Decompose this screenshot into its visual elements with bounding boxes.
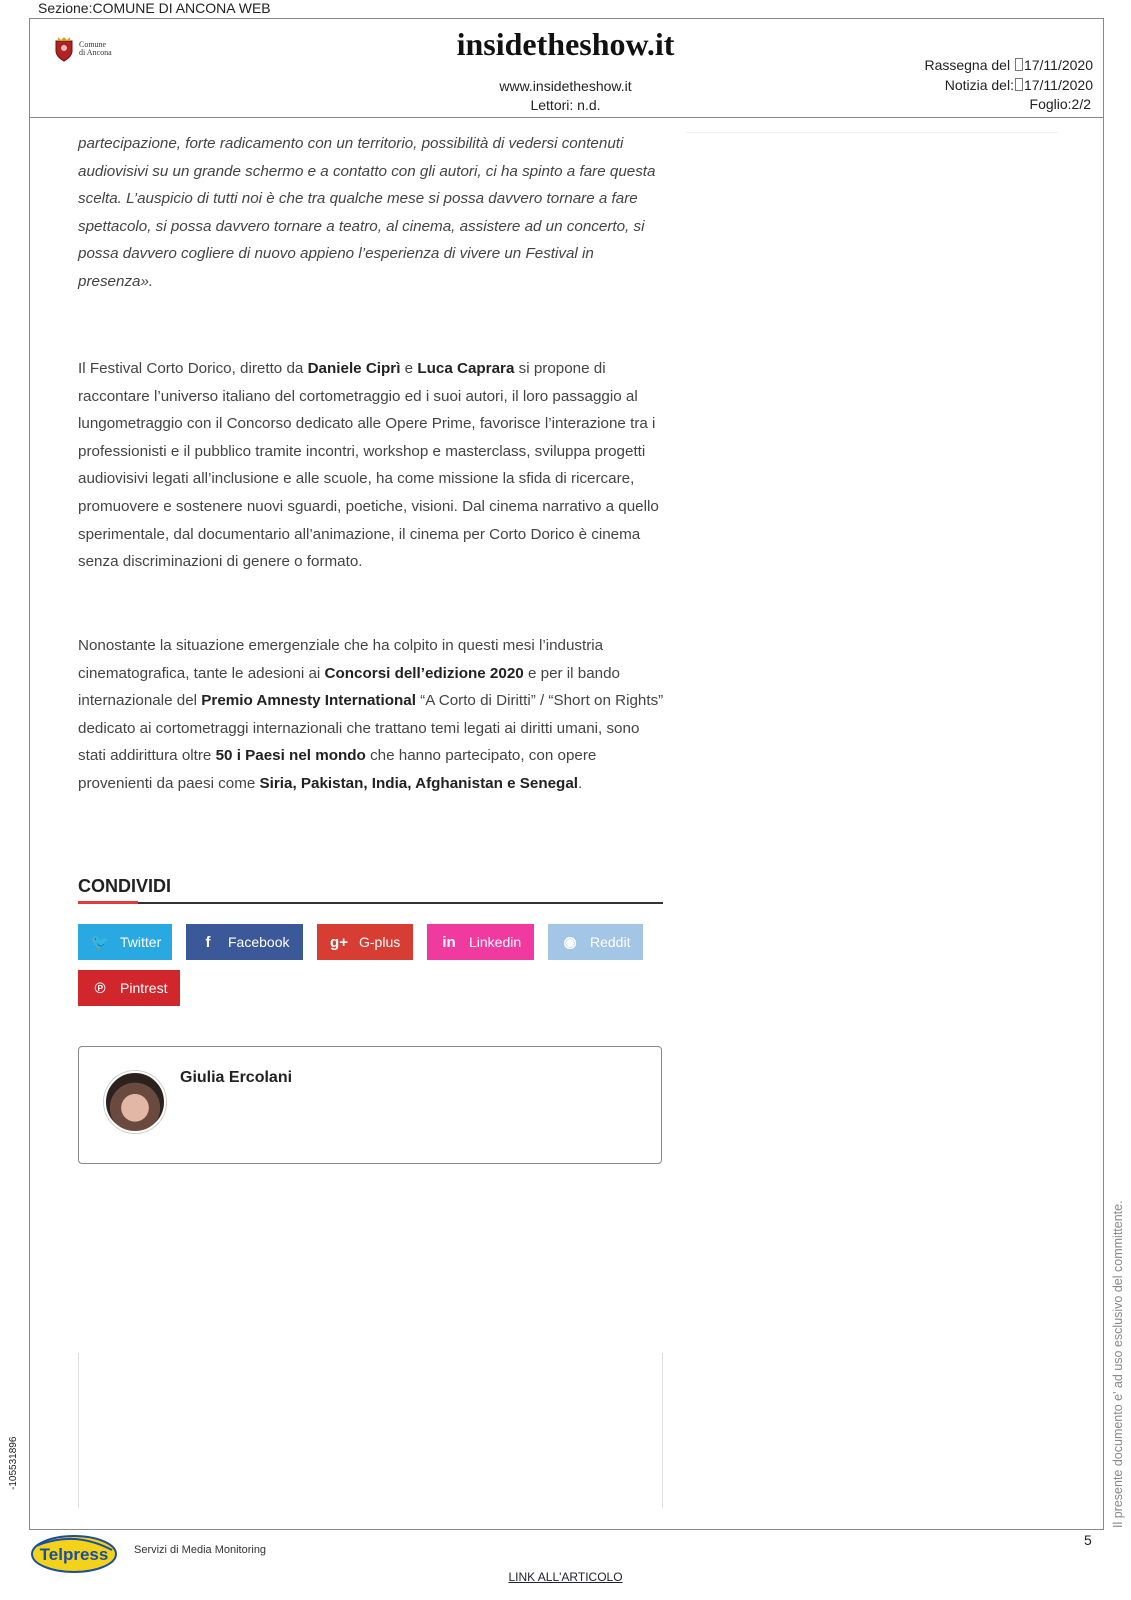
share-divider bbox=[78, 902, 663, 904]
readers-count: Lettori: n.d. bbox=[530, 97, 601, 113]
share-linkedin-button[interactable]: in Linkedin bbox=[427, 924, 534, 960]
rassegna-label: Rassegna del bbox=[924, 57, 1011, 73]
monitoring-label: Servizi di Media Monitoring bbox=[134, 1544, 267, 1556]
masthead-title: insidetheshow.it bbox=[456, 26, 675, 62]
notizia-date-row bbox=[945, 77, 1093, 93]
ad-area-left-edge bbox=[78, 1353, 79, 1508]
sidebar-divider bbox=[686, 132, 1058, 133]
share-title: CONDIVIDI bbox=[78, 876, 172, 896]
article-quote: partecipazione, forte radicamento con un territorio, possibilità di vedersi contenuti audiovisivi su un grande schermo e a contatto con gli autori, ci ha spinto a fare questa scelta. L’auspicio di tutti noi è che tra qualche mese si possa davvero tornare a fare spettacolo, si possa davvero tornare a teatro, al cinema, assistere ad un concerto, si possa davvero cogliere di nuovo appieno l’esperienza di vivere un Festival in presenza». bbox=[78, 135, 656, 290]
notizia-date: 17/11/2020 bbox=[1023, 77, 1093, 93]
share-twitter-button[interactable]: 🐦 Twitter bbox=[78, 924, 172, 960]
twitter-icon: 🐦 bbox=[90, 934, 110, 951]
logo-line2: di Ancona bbox=[79, 48, 112, 57]
article-paragraph-1: Il Festival Corto Dorico, diretto da Daniele Ciprì e Luca Caprara si propone di raccontare l’universo italiano del cortometraggio ed i suoi autori, il loro passaggio al lungometraggio con il Concorso dedicato alle Opere Prime, favorisce l’interazione tra i professionisti e il pubblico tramite incontri, workshop e masterclass, sviluppa progetti audiovisivi legati all’inclusione e alle scuole, ha come missione la sfida di ricercare, promuovere e sostenere nuovi sguardi, poetiche, visioni. Dal cinema narrativo a quello sperimentale, dal documentario all’animazione, il cinema per Corto Dorico è cinema senza discriminazioni di genere o formato. bbox=[78, 360, 659, 571]
foglio: Foglio:2/2 bbox=[1029, 96, 1091, 112]
logo-line1: Comune bbox=[79, 40, 107, 49]
share-divider-accent bbox=[78, 901, 138, 904]
rassegna-date-row bbox=[924, 57, 1093, 73]
placeholder-box-icon bbox=[1015, 78, 1023, 91]
share-pinterest-button[interactable]: ℗ Pintrest bbox=[78, 970, 180, 1006]
ad-area-right-edge bbox=[662, 1353, 663, 1508]
page-number: 5 bbox=[1084, 1532, 1092, 1548]
article-paragraph-2: Nonostante la situazione emergenziale che ha colpito in questi mesi l’industria cinematografica, tante le adesioni ai Concorsi dell’edizione 2020 e per il bando internazionale del Premio Amnesty International “A Corto di Diritti” / “Short on Rights” dedicato ai cortometraggi internazionali che trattano temi legati ai diritti umani, sono stati addirittura oltre 50 i Paesi nel mondo che hanno partecipato, con opere provenienti da paesi come Siria, Pakistan, India, Afghanistan e Senegal. bbox=[78, 637, 664, 792]
site-url: www.insidetheshow.it bbox=[499, 78, 632, 94]
author-avatar bbox=[104, 1071, 166, 1133]
reddit-icon: ◉ bbox=[563, 934, 577, 951]
placeholder-box-icon bbox=[1015, 58, 1023, 71]
telpress-logo bbox=[30, 1534, 118, 1574]
share-reddit-button[interactable]: ◉ Reddit bbox=[548, 924, 643, 960]
notizia-label: Notizia del: bbox=[944, 77, 1014, 93]
section-label: Sezione:COMUNE DI ANCONA WEB bbox=[38, 0, 271, 16]
share-gplus-button[interactable]: g+ G-plus bbox=[317, 924, 413, 960]
telpress-logo-text: Telpress bbox=[39, 1545, 109, 1564]
facebook-icon: f bbox=[205, 933, 211, 951]
share-facebook-button[interactable]: f Facebook bbox=[186, 924, 303, 960]
gplus-icon: g+ bbox=[330, 933, 348, 951]
pinterest-icon: ℗ bbox=[94, 979, 106, 997]
document-id: -105531896 bbox=[8, 1436, 19, 1490]
linkedin-icon: in bbox=[442, 933, 456, 951]
header-divider bbox=[29, 117, 1104, 118]
article-link[interactable]: LINK ALL'ARTICOLO bbox=[508, 1570, 623, 1584]
usage-note: Il presente documento e' ad uso esclusivo del committente. bbox=[1111, 1200, 1125, 1528]
rassegna-date: 17/11/2020 bbox=[1023, 57, 1093, 73]
author-name[interactable]: Giulia Ercolani bbox=[180, 1069, 293, 1086]
